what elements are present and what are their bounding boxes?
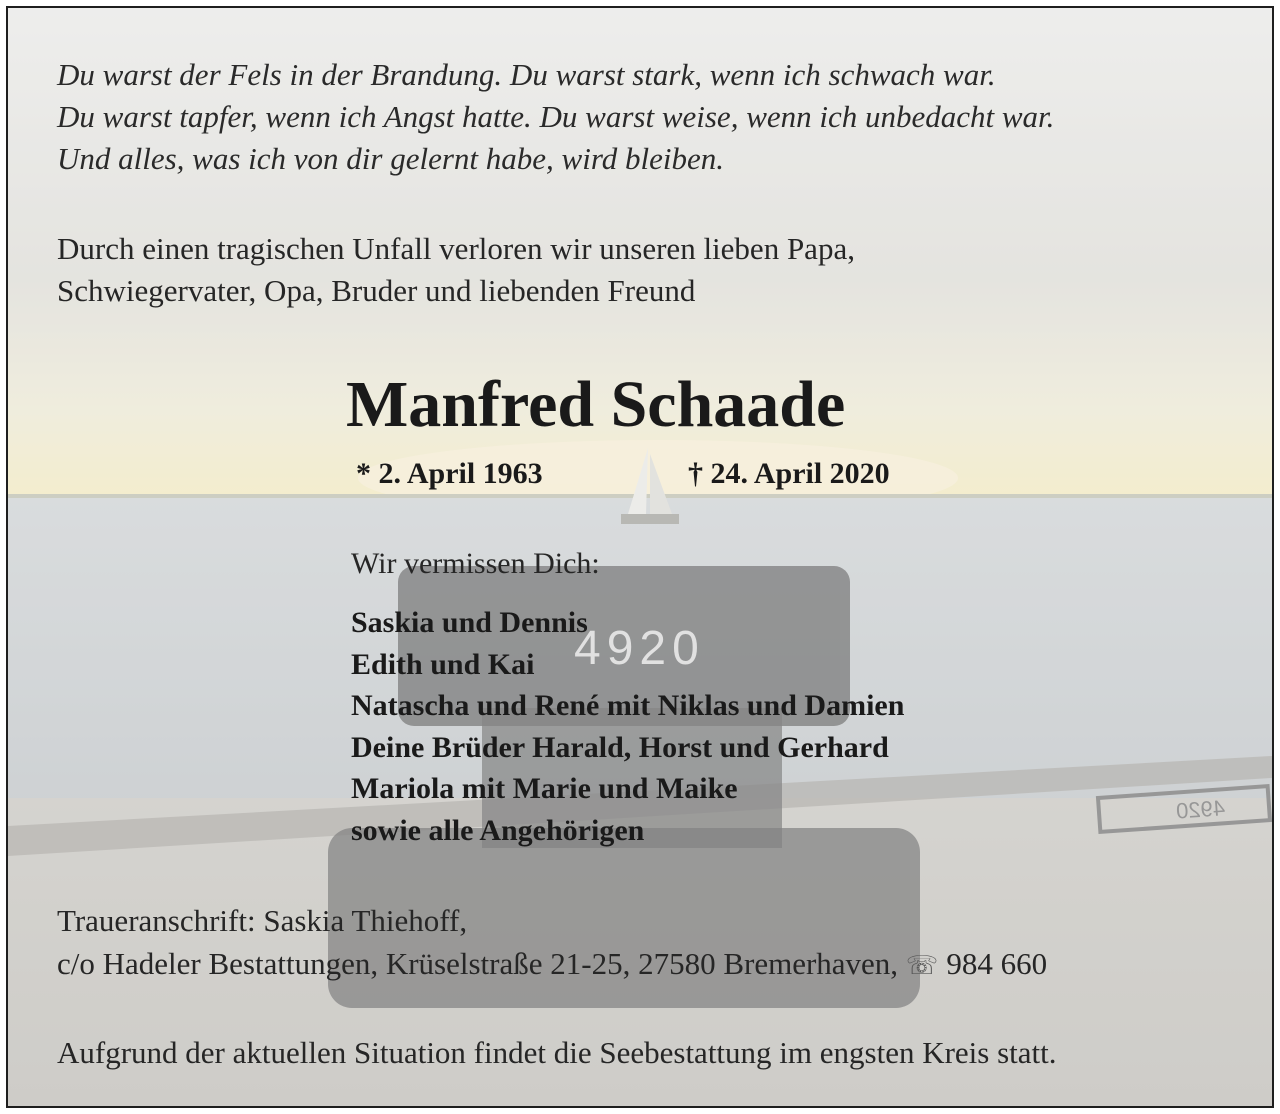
mourners-heading: Wir vermissen Dich: xyxy=(351,547,600,580)
quote-line: Du warst tapfer, wenn ich Angst hatte. Du warst weise, wenn ich unbedacht war. xyxy=(57,99,1055,134)
mourner-name: Edith und Kai xyxy=(351,647,535,681)
quote-line: Und alles, was ich von dir gelernt habe, wird bleiben. xyxy=(57,141,724,176)
funeral-note: Aufgrund der aktuellen Situation findet die Seebestattung im engsten Kreis statt. xyxy=(57,1035,1057,1070)
deceased-name: Manfred Schaade xyxy=(346,368,846,441)
phone-number: 984 660 xyxy=(946,946,1048,981)
address-street: c/o Hadeler Bestattungen, Krüselstraße 21-25, 27580 Bremerhaven, xyxy=(57,946,899,981)
quote-line: Du warst der Fels in der Brandung. Du warst stark, wenn ich schwach war. xyxy=(57,57,996,92)
obituary-card xyxy=(6,6,1274,1108)
mourner-name: sowie alle Angehörigen xyxy=(351,813,645,847)
mourning-address xyxy=(57,899,1047,987)
mourner-name: Natascha und René mit Niklas und Damien xyxy=(351,689,905,722)
mourners-list xyxy=(351,602,904,851)
mourner-name: Mariola mit Marie und Maike xyxy=(351,772,738,805)
mourner-name: Saskia und Dennis xyxy=(351,606,588,639)
bollard-number: 4920 xyxy=(574,622,705,675)
phone-icon: ☏ xyxy=(905,951,939,980)
intro-line: Schwiegervater, Opa, Bruder und liebenden Freund xyxy=(57,273,696,308)
address-line: Traueranschrift: Saskia Thiehoff, xyxy=(57,903,468,938)
death-date: † 24. April 2020 xyxy=(688,457,890,490)
intro-text xyxy=(57,228,855,312)
birth-date: * 2. April 1963 xyxy=(356,457,543,490)
address-line xyxy=(57,942,1047,987)
deck-plate-number: 4920 xyxy=(1175,795,1226,824)
mourner-name: Deine Brüder Harald, Horst und Gerhard xyxy=(351,730,889,764)
memorial-quote xyxy=(57,54,1054,180)
intro-line: Durch einen tragischen Unfall verloren wir unseren lieben Papa, xyxy=(57,231,855,266)
